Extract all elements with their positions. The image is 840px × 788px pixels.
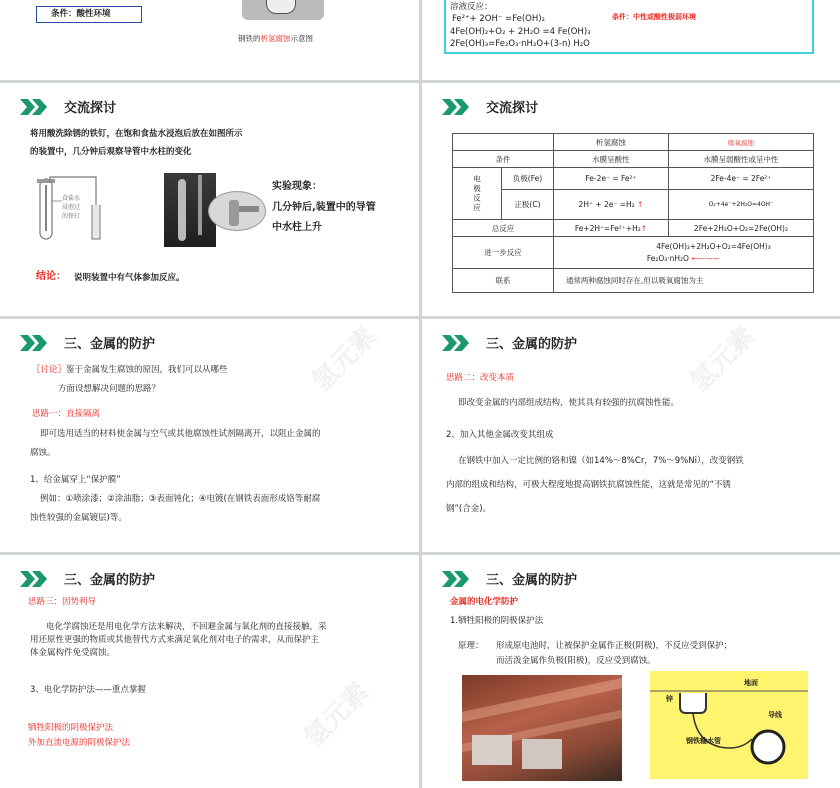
double-chevron-icon bbox=[20, 99, 50, 115]
idea-3-para-c: 体金属构件免受腐蚀。 bbox=[30, 648, 116, 658]
slide-header bbox=[442, 569, 577, 588]
tube-label-1: 食盐水 bbox=[62, 195, 81, 202]
zinc-label: 锌 bbox=[666, 695, 673, 703]
slide-title: 交流探讨 bbox=[64, 101, 117, 116]
equation-3: 2Fe(OH)₃=Fe₂O₃·nH₂O+(3-n) H₂O bbox=[450, 39, 590, 49]
double-chevron-icon bbox=[20, 571, 50, 587]
equation-2: 4Fe(OH)₂+O₂ + 2H₂O =4 Fe(OH)₃ bbox=[450, 27, 591, 37]
slide-title: 三、金属的防护 bbox=[486, 573, 578, 588]
slide-header bbox=[442, 333, 577, 352]
up-arrow-icon: ↑ bbox=[634, 200, 644, 209]
example-line-1: 例如：①喷涂漆；②涂油脂；③表面钝化；④电镀(在钢铁表面形成铬等耐腐 bbox=[40, 494, 321, 504]
slide-header bbox=[442, 97, 538, 116]
tube-label-3: 的铁钉 bbox=[62, 213, 81, 220]
slide-protection-1 bbox=[0, 319, 419, 552]
col-header-oxygen: 吸氧腐蚀 bbox=[668, 134, 813, 151]
principle-line-1: 形成原电池时，让被保护金属作正极(阴极)，不反应受到保护； bbox=[496, 641, 733, 651]
subheading-2: 2、加入其他金属改变其组成 bbox=[446, 430, 554, 440]
reaction-condition: 条件：中性或酸性极弱环境 bbox=[612, 13, 696, 21]
idea-1-heading: 思路一：直接隔离 bbox=[32, 409, 101, 419]
solution-reaction-heading: 溶液反应： bbox=[450, 2, 493, 12]
table-row: 条件 水膜呈酸性 水膜呈弱酸性或呈中性 bbox=[453, 151, 814, 168]
watermark: 氢元素 bbox=[306, 321, 383, 398]
equation-box bbox=[444, 0, 814, 54]
idea-1-para-a: 即可选用适当的材料使金属与空气或其他腐蚀性试剂隔离开，以阻止金属的 bbox=[40, 429, 321, 439]
alloy-para-c: 钢”(合金)。 bbox=[446, 504, 492, 514]
pipe-label: 钢铁输水管 bbox=[686, 737, 721, 745]
conclusion-text: 说明装置中有气体参加反应。 bbox=[74, 273, 185, 283]
electrochem-subtitle: 金属的电化学防护 bbox=[450, 597, 519, 607]
pipeline-diagram bbox=[650, 671, 808, 779]
table-row: 进一步反应 4Fe(OH)₂+2H₂O+O₂=4Fe(OH)₃ Fe₂O₃·nH₂O ←——— bbox=[453, 237, 814, 269]
principle-line-2: 而活泼金属作负极(阳极)，反应受到腐蚀。 bbox=[496, 656, 656, 666]
double-chevron-icon bbox=[20, 335, 50, 351]
idea-3-para-a: 电化学腐蚀还是用电化学方法来解决，不回避金属与氧化剂的直接接触，采 bbox=[46, 622, 327, 632]
idea-3-heading: 思路三：因势利导 bbox=[28, 597, 97, 607]
slide-protection-4 bbox=[422, 555, 840, 788]
conclusion-label: 结论： bbox=[36, 271, 66, 282]
slide-top-left bbox=[0, 0, 419, 80]
subheading-3: 3、电化学防护法——重点掌握 bbox=[30, 685, 146, 695]
alloy-para-b: 内部的组成和结构，可极大程度地提高钢铁抗腐蚀性能，这就是常见的“不锈 bbox=[446, 480, 731, 490]
col-header-hydrogen: 析氢腐蚀 bbox=[553, 134, 668, 151]
phenomenon-title: 实验现象： bbox=[272, 181, 322, 192]
method-impressed-current: 外加直流电源的阴极保护法 bbox=[28, 738, 131, 748]
phenomenon-line-2: 中水柱上升 bbox=[272, 222, 322, 233]
example-line-2: 蚀性较强的金属镀层)等。 bbox=[30, 513, 127, 523]
double-chevron-icon bbox=[442, 99, 472, 115]
table-row: 联系 通常两种腐蚀同时存在,但以吸氧腐蚀为主 bbox=[453, 269, 814, 293]
idea-2-para: 即改变金属的内部组成结构，使其具有较强的抗腐蚀性能。 bbox=[458, 398, 680, 408]
table-row: 总反应 Fe+2H⁺=Fe²⁺+H₂↑ 2Fe+2H₂O+O₂=2Fe(OH)₂ bbox=[453, 220, 814, 237]
phenomenon-line-1: 几分钟后,装置中的导管 bbox=[272, 202, 376, 213]
double-chevron-icon bbox=[442, 335, 472, 351]
corrosion-apparatus-image bbox=[242, 0, 324, 20]
slide-comparison bbox=[422, 83, 840, 316]
figure-caption: 钢铁的析氢腐蚀示意图 bbox=[238, 34, 313, 43]
tube-label-2: 浸泡过 bbox=[62, 204, 81, 211]
slide-experiment bbox=[0, 83, 419, 316]
slide-top-right bbox=[422, 0, 840, 80]
idea-1-para-b: 腐蚀。 bbox=[30, 448, 56, 458]
discuss-line-2: 方面设想解决问题的思路？ bbox=[58, 384, 161, 394]
equation-1: Fe²⁺+ 2OH⁻ =Fe(OH)₂ bbox=[452, 14, 545, 24]
condition-text: 条件：酸性环境 bbox=[51, 9, 111, 19]
ground-label: 地面 bbox=[744, 679, 758, 687]
left-arrow-icon: ←——— bbox=[688, 254, 721, 263]
corrosion-comparison-table bbox=[452, 133, 814, 293]
ship-hull-photo bbox=[462, 675, 622, 781]
test-tube-diagram bbox=[34, 175, 124, 245]
method-sacrificial-anode: 牺牲阳极的阴极保护法 bbox=[28, 723, 114, 733]
slide-title: 三、金属的防护 bbox=[64, 337, 156, 352]
slide-header bbox=[20, 333, 155, 352]
intro-line-1: 将用酸洗除锈的铁钉，在饱和食盐水浸泡后放在如图所示 bbox=[30, 129, 243, 139]
slide-protection-3 bbox=[0, 555, 419, 788]
slide-title: 三、金属的防护 bbox=[486, 337, 578, 352]
slide-header bbox=[20, 569, 155, 588]
slide-protection-2 bbox=[422, 319, 840, 552]
method-1-heading: 1.牺牲阳极的阴极保护法 bbox=[450, 616, 544, 626]
watermark: 氢元素 bbox=[684, 321, 761, 398]
slide-title: 交流探讨 bbox=[486, 101, 539, 116]
table-row: 正极(C) 2H⁺ + 2e⁻ =H₂ ↑ O₂+4e⁻+2H₂O=4OH⁻ bbox=[453, 190, 814, 220]
zoom-detail-photo bbox=[208, 191, 266, 231]
discuss-line-1: 〖讨论〗鉴于金属发生腐蚀的原因，我们可以从哪些 bbox=[32, 365, 228, 375]
wire-label: 导线 bbox=[768, 711, 782, 719]
slide-title: 三、金属的防护 bbox=[64, 573, 156, 588]
alloy-para-a: 在钢铁中加入一定比例的铬和镍（如14%～8%Cr，7%～9%Ni），改变钢铁 bbox=[458, 456, 744, 466]
watermark: 氢元素 bbox=[298, 677, 375, 754]
condition-box bbox=[36, 6, 142, 23]
double-chevron-icon bbox=[442, 571, 472, 587]
intro-line-2: 的装置中，几分钟后观察导管中水柱的变化 bbox=[30, 147, 192, 157]
table-row bbox=[453, 134, 814, 151]
principle-label: 原理： bbox=[458, 641, 484, 651]
table-row: 电极反应 负极(Fe) Fe-2e⁻ = Fe²⁺ 2Fe-4e⁻ = 2Fe²⁺ bbox=[453, 168, 814, 190]
slide-header bbox=[20, 97, 116, 116]
idea-2-heading: 思路二：改变本质 bbox=[446, 373, 515, 383]
subheading-1: 1、给金属穿上“保护膜” bbox=[30, 475, 121, 485]
up-arrow-icon: ↑ bbox=[640, 223, 648, 233]
idea-3-para-b: 用还原性更强的物质或其他替代方式来满足氧化剂对电子的需求，从而保护主 bbox=[30, 635, 320, 645]
